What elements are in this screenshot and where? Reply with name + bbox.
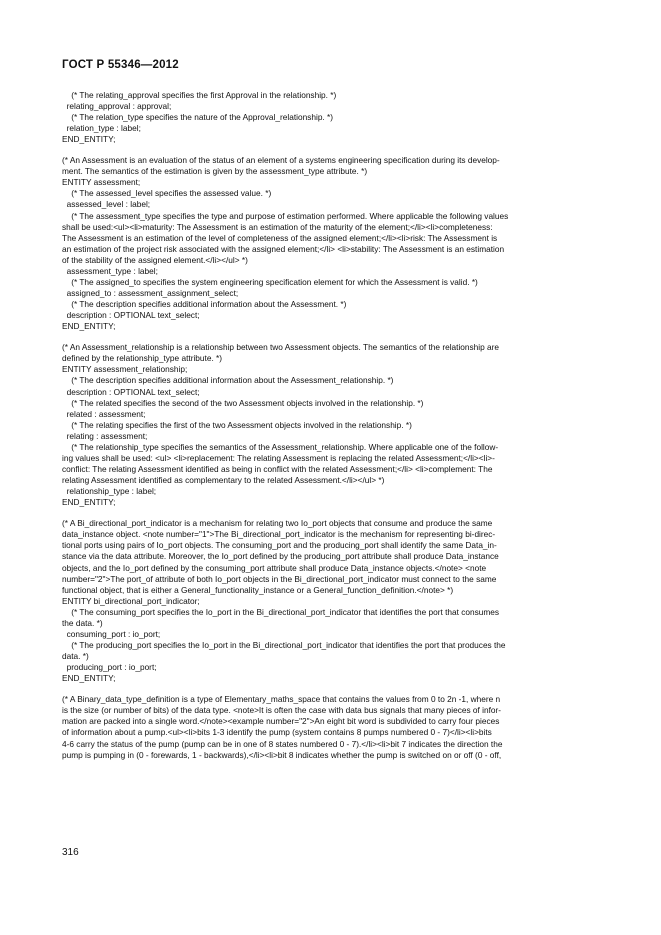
- text-line: (* The description specifies additional information about the Assessment_relationship. *): [62, 375, 394, 386]
- text-line: (* An Assessment_relationship is a relationship between two Assessment objects. The semantics of the relationship are: [62, 342, 500, 353]
- text-line: (* The relating specifies the first of the two Assessment objects involved in the relationship. *): [62, 419, 412, 430]
- text-line: is the size (or number of bits) of the data type. <note>It is often the case with data bus signals that many pieces of infor-: [62, 705, 502, 716]
- text-line: shall be used:<ul><li>maturity: The Assessment is an estimation of the maturity of the element;</li><li>completeness:: [62, 221, 493, 232]
- paragraph-gap: [62, 509, 602, 519]
- text-line: ment. The semantics of the estimation is given by the assessment_type attribute. *): [62, 166, 368, 177]
- text-line: related : assessment;: [62, 408, 146, 419]
- text-line: number="2">The port_of attribute of both Io_port objects in the Bi_directional_port_indicator must connect to the same: [62, 573, 497, 584]
- text-line: of the stability of the assigned element.</li></ul> *): [62, 254, 248, 265]
- text-line: ENTITY assessment_relationship;: [62, 364, 188, 375]
- text-block: [62, 518, 602, 684]
- text-line: relationship_type : label;: [62, 486, 157, 497]
- text-line: description : OPTIONAL text_select;: [62, 310, 200, 321]
- text-block: [62, 694, 602, 761]
- text-line: (* The relationship_type specifies the semantics of the Assessment_relationship. Where applicable one of the follow-: [62, 442, 499, 452]
- text-line: (* The description specifies additional information about the Assessment. *): [62, 299, 347, 310]
- text-line: (* The consuming_port specifies the Io_port in the Bi_directional_port_indicator that identifies the port that consumes: [62, 606, 500, 617]
- paragraph-gap: [62, 333, 602, 343]
- text-line: ENTITY bi_directional_port_indicator;: [62, 595, 200, 606]
- text-line: data_instance object. <note number="1">The Bi_directional_port_indicator is the mechanism for representing bi-direc-: [62, 529, 496, 540]
- text-line: assessed_level : label;: [62, 199, 151, 210]
- text-line: (* The relating_approval specifies the first Approval in the relationship. *): [62, 90, 337, 100]
- document-body: [62, 90, 602, 761]
- text-line: ENTITY assessment;: [62, 177, 141, 188]
- text-line: (* An Assessment is an evaluation of the status of an element of a systems engineering specification during its develop-: [62, 155, 500, 166]
- page-number: 316: [62, 847, 79, 858]
- text-line: 4-6 carry the status of the pump (pump can be in one of 8 states numbered 0 - 7).</li><li>bit 7 indicates the direction the: [62, 738, 503, 749]
- text-line: producing_port : io_port;: [62, 662, 157, 673]
- paragraph-gap: [62, 145, 602, 155]
- text-line: ing values shall be used: <ul> <li>replacement: The relating Assessment is replacing the related Assessment;</li><li>-: [62, 453, 495, 464]
- text-line: relating : assessment;: [62, 430, 148, 441]
- text-line: relation_type : label;: [62, 123, 141, 134]
- text-line: pump is pumping in (0 - forewards, 1 - backwards),</li><li>bit 8 indicates whether the pump is switched on or off (0 - off,: [62, 749, 502, 760]
- text-line: The Assessment is an estimation of the level of completeness of the assigned element;</li><li>risk: The Assessment is: [62, 232, 498, 243]
- text-line: objects, and the Io_port defined by the consuming_port attribute shall produce Data_instance objects.</note> <note: [62, 562, 487, 573]
- text-line: END_ENTITY;: [62, 134, 116, 145]
- text-line: mation are packed into a single word.</note><example number="2">An eight bit word is subdivided to carry four pieces: [62, 716, 500, 727]
- text-block: [62, 90, 602, 145]
- text-line: an estimation of the project risk associated with the assigned element;</li> <li>stability: The Assessment is an estimation: [62, 243, 505, 254]
- text-line: (* The assessment_type specifies the type and purpose of estimation performed. Where applicable the following values: [62, 210, 509, 221]
- text-line: END_ENTITY;: [62, 321, 116, 332]
- text-line: (* The related specifies the second of the two Assessment objects involved in the relationship. *): [62, 397, 424, 408]
- text-line: the data. *): [62, 618, 103, 628]
- text-line: (* The assigned_to specifies the system engineering specification element for which the Assessment is valid. *): [62, 277, 478, 288]
- text-line: tional ports using pairs of Io_port objects. The consuming_port and the producing_port shall identify the same Data_in-: [62, 540, 497, 551]
- text-line: relating_approval : approval;: [62, 101, 172, 112]
- text-line: defined by the relationship_type attribute. *): [62, 353, 223, 364]
- text-line: END_ENTITY;: [62, 497, 116, 508]
- text-line: (* A Binary_data_type_definition is a type of Elementary_maths_space that contains the values from 0 to 2n -1, where n: [62, 694, 501, 705]
- paragraph-gap: [62, 685, 602, 695]
- document-header: ГОСТ Р 55346—2012: [62, 59, 179, 71]
- text-line: (* The producing_port specifies the Io_port in the Bi_directional_port_indicator that identifies the port that produces the: [62, 640, 506, 651]
- text-line: assessment_type : label;: [62, 266, 158, 276]
- text-line: functional object, that is either a General_functionality_instance or a General_function_definition.</note> *): [62, 584, 454, 595]
- text-line: description : OPTIONAL text_select;: [62, 386, 200, 397]
- text-line: (* A Bi_directional_port_indicator is a mechanism for relating two Io_port objects that consume and produce the same: [62, 518, 493, 529]
- text-line: data. *): [62, 651, 89, 662]
- text-line: of information about a pump.<ul><li>bits 1-3 identify the pump (system contains 8 pumps numbered 0 - 7)</li><li>bits: [62, 727, 492, 738]
- text-line: (* The relation_type specifies the nature of the Approval_relationship. *): [62, 112, 334, 123]
- text-line: relating Assessment identified as complementary to the related Assessment.</li></ul> *): [62, 475, 385, 486]
- text-line: assigned_to : assessment_assignment_select;: [62, 288, 239, 299]
- text-line: consuming_port : io_port;: [62, 629, 161, 640]
- text-line: conflict: The relating Assessment identified as being in conflict with the related Assessment;</li> <li>complement: The: [62, 464, 493, 475]
- text-line: END_ENTITY;: [62, 673, 116, 684]
- text-block: [62, 155, 602, 333]
- text-line: stance via the data attribute. Moreover, the Io_port defined by the producing_port attribute shall produce Data_instance: [62, 551, 499, 562]
- text-block: [62, 342, 602, 508]
- text-line: (* The assessed_level specifies the assessed value. *): [62, 188, 272, 199]
